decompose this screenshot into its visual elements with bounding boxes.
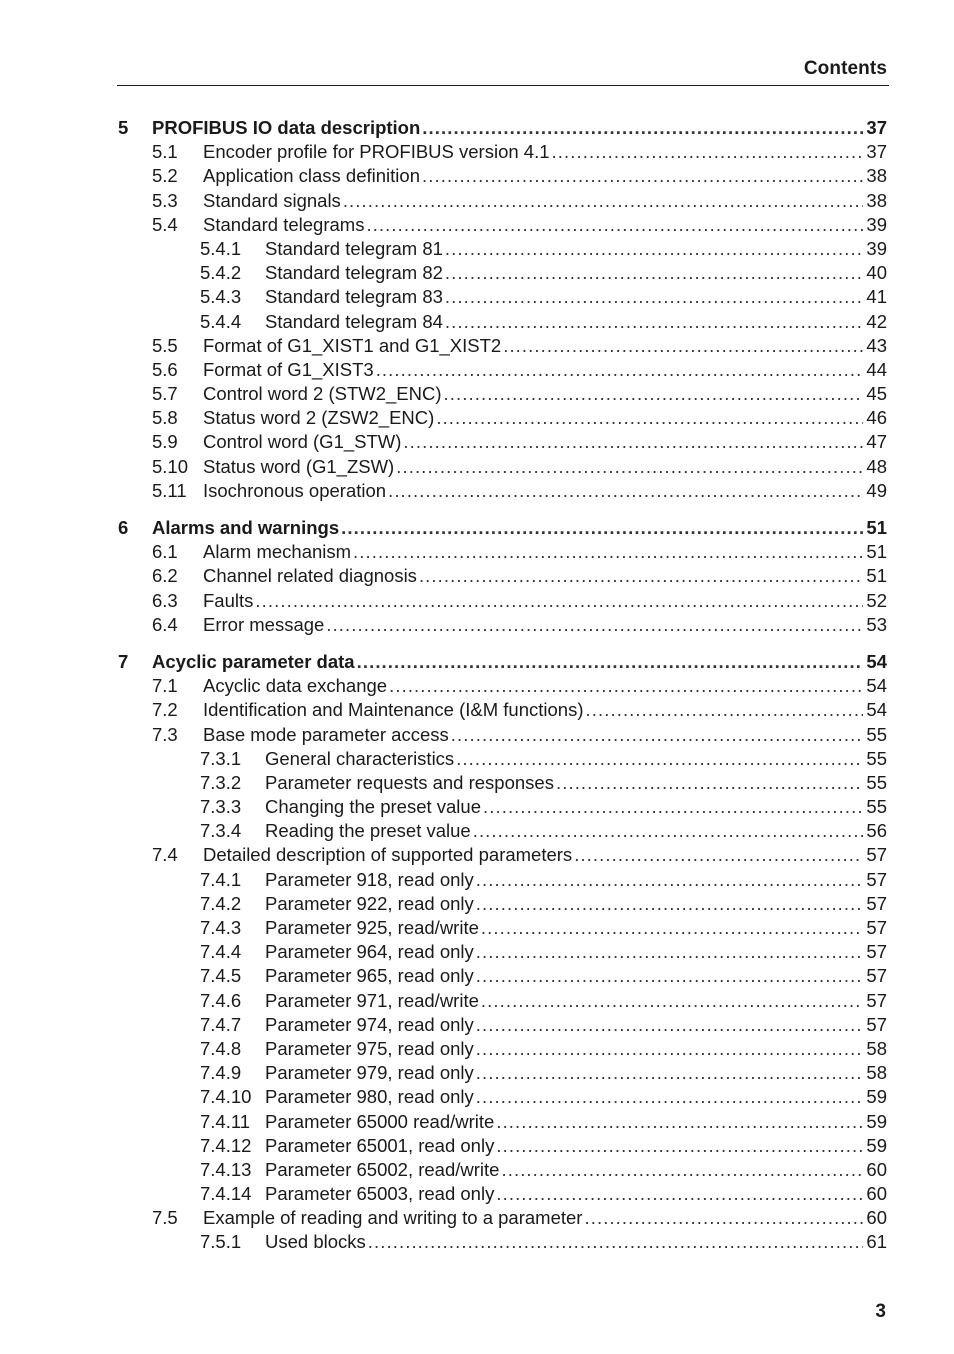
dot-leader — [396, 455, 863, 479]
toc-entry-number: 7.4.12 — [200, 1134, 252, 1156]
dot-leader — [496, 1134, 863, 1158]
toc-subsection-entry[interactable] — [117, 1110, 887, 1134]
toc-entry-number: 5.9 — [152, 431, 178, 453]
toc-chapter — [117, 116, 887, 503]
toc-entry-title: Isochronous operation — [203, 479, 387, 501]
toc-entry-number: 7.4.8 — [200, 1037, 242, 1059]
toc-entry-title: Control word 2 (STW2_ENC) — [203, 383, 442, 405]
toc-entry-number: 6.4 — [152, 613, 178, 635]
toc-entry-title: Encoder profile for PROFIBUS version 4.1 — [203, 141, 550, 163]
toc-entry-title: Base mode parameter access — [203, 723, 449, 745]
toc-subsection-entry[interactable] — [117, 964, 887, 988]
toc-entry-number: 7.4 — [152, 844, 178, 866]
toc-subsection-entry[interactable] — [117, 747, 887, 771]
toc-entry-number: 7.5 — [152, 1207, 178, 1229]
dot-leader — [574, 843, 863, 867]
dot-leader — [476, 964, 863, 988]
dot-leader — [496, 1110, 863, 1134]
toc-subsection-entry[interactable] — [117, 1061, 887, 1085]
toc-entry-number: 7.4.3 — [200, 917, 242, 938]
toc-entry-page: 57 — [866, 868, 887, 890]
toc-entry-number: 5.4.1 — [200, 237, 242, 259]
toc-entry-title: Error message — [203, 613, 325, 635]
toc-entry-page: 52 — [866, 589, 887, 611]
toc-chapter-heading[interactable] — [117, 650, 887, 674]
toc-subsection-entry[interactable] — [117, 892, 887, 916]
toc-entry-title: Example of reading and writing to a parameter — [203, 1207, 583, 1229]
toc-entry-number: 5.2 — [152, 165, 178, 187]
toc-entry-number: 7.4.13 — [200, 1158, 252, 1180]
toc-entry-page: 57 — [866, 892, 887, 914]
toc-entry-title: Parameter 922, read only — [265, 892, 474, 914]
toc-entry-number: 7.4.1 — [200, 868, 242, 890]
dot-leader — [552, 140, 863, 164]
toc-entry-page: 59 — [866, 1086, 887, 1108]
dot-leader — [556, 771, 863, 795]
toc-entry-page: 51 — [866, 565, 887, 587]
toc-entry-number: 5.4.4 — [200, 310, 242, 332]
dot-leader — [501, 1158, 863, 1182]
dot-leader — [473, 819, 863, 843]
toc-subsection-entry[interactable] — [117, 237, 887, 261]
toc-entry-page: 46 — [866, 407, 887, 429]
toc-entry-title: Status word (G1_ZSW) — [203, 455, 395, 477]
toc-chapter — [117, 516, 887, 637]
toc-entry-title: Acyclic data exchange — [203, 675, 388, 697]
toc-entry-number: 7.4.2 — [200, 892, 242, 914]
toc-entry-number: 5.4.2 — [200, 262, 242, 284]
toc-entry-title: Detailed description of supported parameters — [203, 844, 573, 866]
toc-entry-number: 7.3.4 — [200, 820, 242, 842]
toc-entry-page: 54 — [866, 650, 887, 672]
toc-section-entry[interactable] — [117, 406, 887, 430]
toc-entry-page: 40 — [866, 262, 887, 284]
toc-entry-title: Alarm mechanism — [203, 541, 352, 563]
toc-entry-number: 6 — [118, 517, 129, 538]
toc-entry-page: 38 — [866, 189, 887, 211]
toc-entry-page: 57 — [866, 917, 887, 938]
dot-leader — [388, 479, 863, 503]
toc-entry-page: 58 — [866, 1062, 887, 1084]
toc-entry-title: PROFIBUS IO data description — [152, 117, 421, 138]
toc-entry-number: 6.3 — [152, 589, 178, 611]
dot-leader — [255, 589, 863, 613]
toc-entry-title: Used blocks — [265, 1231, 366, 1253]
toc-section-entry[interactable] — [117, 479, 887, 503]
toc-entry-title: Parameter 65003, read only — [265, 1183, 495, 1205]
toc-entry-page: 60 — [866, 1183, 887, 1205]
toc-entry-title: Standard telegram 84 — [265, 310, 443, 332]
dot-leader — [496, 1182, 863, 1206]
page-header-title: Contents — [803, 58, 887, 79]
dot-leader — [476, 868, 863, 892]
toc-section-entry[interactable] — [117, 455, 887, 479]
toc-section-entry[interactable] — [117, 589, 887, 613]
toc-entry-number: 6.1 — [152, 541, 178, 563]
toc-entry-title: Changing the preset value — [265, 796, 481, 818]
toc-entry-title: Standard signals — [203, 189, 341, 211]
toc-entry-title: Acyclic parameter data — [152, 650, 355, 672]
toc-entry-page: 45 — [866, 383, 887, 405]
dot-leader — [476, 1061, 863, 1085]
dot-leader — [481, 916, 863, 940]
dot-leader — [419, 564, 863, 588]
toc-section-entry[interactable] — [117, 723, 887, 747]
toc-entry-number: 5 — [118, 117, 129, 138]
toc-entry-title: Standard telegrams — [203, 213, 365, 235]
toc-entry-number: 7.1 — [152, 675, 178, 697]
toc-entry-title: Faults — [203, 589, 254, 611]
toc-subsection-entry[interactable] — [117, 1158, 887, 1182]
toc-entry-page: 53 — [866, 613, 887, 635]
toc-section-entry[interactable] — [117, 698, 887, 722]
toc-subsection-entry[interactable] — [117, 285, 887, 309]
toc-entry-page: 39 — [866, 213, 887, 235]
toc-subsection-entry[interactable] — [117, 916, 887, 940]
toc-entry-number: 7.4.9 — [200, 1062, 242, 1084]
toc-entry-title: Parameter 925, read/write — [265, 917, 479, 938]
toc-entry-title: Parameter 65001, read only — [265, 1134, 495, 1156]
toc-subsection-entry[interactable] — [117, 795, 887, 819]
toc-entry-number: 5.7 — [152, 383, 178, 405]
toc-entry-number: 7.2 — [152, 699, 178, 721]
toc-subsection-entry[interactable] — [117, 868, 887, 892]
toc-entry-title: Parameter 979, read only — [265, 1062, 474, 1084]
toc-entry-title: Format of G1_XIST3 — [203, 358, 374, 380]
dot-leader — [476, 1085, 863, 1109]
toc-entry-title: Parameter 918, read only — [265, 868, 474, 890]
dot-leader — [586, 698, 864, 722]
toc-entry-title: Standard telegram 81 — [265, 237, 443, 259]
toc-entry-page: 39 — [866, 237, 887, 259]
dot-leader — [483, 795, 863, 819]
toc-entry-number: 7.3.3 — [200, 796, 242, 818]
page-number: 3 — [875, 1301, 886, 1322]
toc-entry-title: Parameter 975, read only — [265, 1037, 474, 1059]
toc-entry-title: Parameter 965, read only — [265, 965, 474, 987]
toc-entry-page: 59 — [866, 1134, 887, 1156]
toc-entry-number: 7.4.10 — [200, 1086, 252, 1108]
toc-entry-page: 55 — [866, 723, 887, 745]
toc-entry-page: 37 — [866, 117, 887, 138]
dot-leader — [326, 613, 863, 637]
toc-section-entry[interactable] — [117, 382, 887, 406]
toc-section-entry[interactable] — [117, 613, 887, 637]
toc-entry-page: 37 — [866, 141, 887, 163]
toc-section-entry[interactable] — [117, 358, 887, 382]
toc-entry-title: Identification and Maintenance (I&M functions) — [203, 699, 584, 721]
toc-entry-page: 55 — [866, 771, 887, 793]
toc-entry-number: 5.1 — [152, 141, 178, 163]
toc-entry-title: Control word (G1_STW) — [203, 431, 402, 453]
toc-entry-page: 55 — [866, 796, 887, 818]
toc-entry-title: Standard telegram 83 — [265, 286, 443, 308]
toc-section-entry[interactable] — [117, 843, 887, 867]
toc-entry-page: 54 — [866, 675, 887, 697]
toc-entry-number: 5.3 — [152, 189, 178, 211]
toc-section-entry[interactable] — [117, 540, 887, 564]
toc-subsection-entry[interactable] — [117, 1230, 887, 1254]
toc-entry-page: 48 — [866, 455, 887, 477]
toc-entry-title: Standard telegram 82 — [265, 262, 443, 284]
toc-chapter-heading[interactable] — [117, 116, 887, 140]
table-of-contents — [117, 116, 887, 1255]
toc-entry-page: 42 — [866, 310, 887, 332]
toc-entry-number: 5.4 — [152, 213, 178, 235]
toc-entry-number: 7.4.11 — [200, 1110, 251, 1132]
toc-entry-number: 5.8 — [152, 407, 178, 429]
toc-entry-title: Channel related diagnosis — [203, 565, 417, 587]
toc-chapter-heading[interactable] — [117, 516, 887, 540]
toc-entry-page: 44 — [866, 358, 887, 380]
toc-entry-page: 58 — [866, 1037, 887, 1059]
toc-entry-page: 49 — [866, 479, 887, 501]
toc-entry-page: 57 — [866, 965, 887, 987]
toc-entry-page: 57 — [866, 989, 887, 1011]
toc-entry-page: 56 — [866, 820, 887, 842]
toc-subsection-entry[interactable] — [117, 1182, 887, 1206]
dot-leader — [422, 164, 863, 188]
toc-entry-number: 5.10 — [152, 455, 189, 477]
dot-leader — [476, 940, 863, 964]
toc-entry-number: 5.5 — [152, 334, 178, 356]
toc-entry-number: 5.6 — [152, 358, 178, 380]
toc-entry-number: 7.3 — [152, 723, 178, 745]
toc-subsection-entry[interactable] — [117, 1134, 887, 1158]
dot-leader — [343, 189, 863, 213]
toc-subsection-entry[interactable] — [117, 1037, 887, 1061]
toc-entry-page: 59 — [866, 1110, 887, 1132]
toc-entry-page: 47 — [866, 431, 887, 453]
dot-leader — [389, 674, 863, 698]
toc-entry-number: 7.4.5 — [200, 965, 242, 987]
dot-leader — [422, 116, 863, 140]
toc-entry-title: Parameter 65002, read/write — [265, 1158, 500, 1180]
toc-subsection-entry[interactable] — [117, 1013, 887, 1037]
dot-leader — [366, 213, 863, 237]
toc-entry-number: 7.3.1 — [200, 747, 242, 769]
toc-entry-page: 60 — [866, 1158, 887, 1180]
dot-leader — [341, 516, 863, 540]
dot-leader — [353, 540, 863, 564]
toc-entry-title: Parameter 65000 read/write — [265, 1110, 495, 1132]
dot-leader — [445, 310, 863, 334]
dot-leader — [368, 1230, 863, 1254]
toc-entry-page: 41 — [866, 286, 887, 308]
toc-subsection-entry[interactable] — [117, 989, 887, 1013]
toc-entry-title: General characteristics — [265, 747, 455, 769]
toc-entry-page: 55 — [866, 747, 887, 769]
toc-entry-number: 5.4.3 — [200, 286, 242, 308]
toc-entry-number: 7.4.7 — [200, 1013, 242, 1035]
toc-entry-title: Alarms and warnings — [152, 517, 340, 538]
dot-leader — [376, 358, 863, 382]
toc-subsection-entry[interactable] — [117, 771, 887, 795]
dot-leader — [481, 989, 863, 1013]
toc-section-entry[interactable] — [117, 164, 887, 188]
dot-leader — [403, 430, 863, 454]
toc-section-entry[interactable] — [117, 334, 887, 358]
toc-entry-page: 57 — [866, 844, 887, 866]
toc-entry-title: Parameter 964, read only — [265, 941, 474, 963]
toc-subsection-entry[interactable] — [117, 940, 887, 964]
toc-entry-page: 38 — [866, 165, 887, 187]
dot-leader — [357, 650, 863, 674]
toc-section-entry[interactable] — [117, 430, 887, 454]
toc-entry-title: Parameter 974, read only — [265, 1013, 474, 1035]
toc-entry-title: Parameter 971, read/write — [265, 989, 479, 1011]
toc-entry-page: 43 — [866, 334, 887, 356]
dot-leader — [445, 261, 863, 285]
dot-leader — [445, 285, 863, 309]
toc-entry-number: 7.4.6 — [200, 989, 242, 1011]
toc-entry-title: Application class definition — [203, 165, 420, 187]
toc-entry-page: 60 — [866, 1207, 887, 1229]
dot-leader — [456, 747, 863, 771]
toc-entry-title: Status word 2 (ZSW2_ENC) — [203, 407, 435, 429]
toc-entry-page: 51 — [866, 541, 887, 563]
toc-subsection-entry[interactable] — [117, 310, 887, 334]
toc-entry-number: 7 — [118, 650, 129, 672]
dot-leader — [476, 1037, 863, 1061]
toc-subsection-entry[interactable] — [117, 1085, 887, 1109]
dot-leader — [451, 723, 863, 747]
toc-entry-number: 6.2 — [152, 565, 178, 587]
dot-leader — [445, 237, 863, 261]
toc-entry-title: Parameter requests and responses — [265, 771, 554, 793]
toc-subsection-entry[interactable] — [117, 819, 887, 843]
toc-entry-title: Parameter 980, read only — [265, 1086, 474, 1108]
toc-section-entry[interactable] — [117, 140, 887, 164]
dot-leader — [444, 382, 863, 406]
toc-section-entry[interactable] — [117, 189, 887, 213]
toc-entry-number: 7.3.2 — [200, 771, 242, 793]
dot-leader — [476, 892, 863, 916]
toc-entry-page: 51 — [866, 517, 887, 538]
header-divider — [117, 85, 889, 86]
toc-entry-number: 7.4.4 — [200, 941, 242, 963]
toc-section-entry[interactable] — [117, 213, 887, 237]
dot-leader — [476, 1013, 863, 1037]
dot-leader — [584, 1206, 863, 1230]
toc-entry-number: 5.11 — [152, 479, 187, 501]
toc-subsection-entry[interactable] — [117, 261, 887, 285]
toc-section-entry[interactable] — [117, 564, 887, 588]
toc-entry-number: 7.5.1 — [200, 1231, 242, 1253]
toc-entry-title: Reading the preset value — [265, 820, 471, 842]
toc-entry-title: Format of G1_XIST1 and G1_XIST2 — [203, 334, 502, 356]
toc-section-entry[interactable] — [117, 674, 887, 698]
toc-entry-page: 54 — [866, 699, 887, 721]
toc-chapter — [117, 650, 887, 1255]
dot-leader — [503, 334, 863, 358]
dot-leader — [436, 406, 863, 430]
toc-entry-page: 61 — [866, 1231, 887, 1253]
toc-entry-page: 57 — [866, 1013, 887, 1035]
toc-section-entry[interactable] — [117, 1206, 887, 1230]
toc-entry-page: 57 — [866, 941, 887, 963]
toc-entry-number: 7.4.14 — [200, 1183, 252, 1205]
